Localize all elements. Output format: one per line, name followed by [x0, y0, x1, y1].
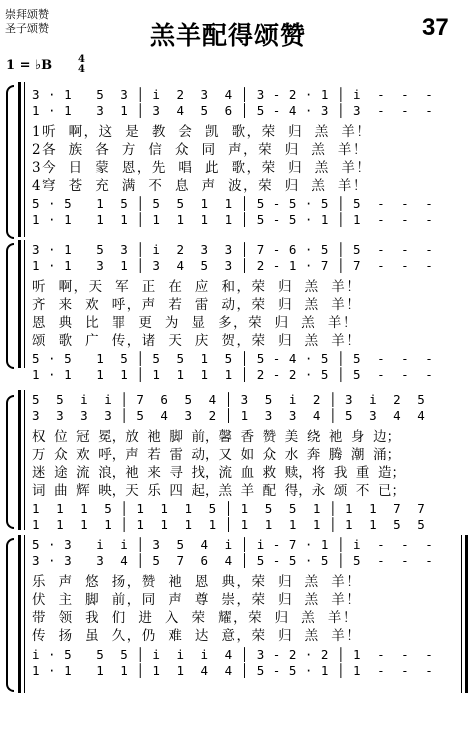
system-brace	[6, 538, 14, 692]
system-brace	[6, 243, 14, 369]
lyric-verse-2: 万 众 欢 呼，声 若 雷 动，又 如 众 水 奔 腾 潮 涌；	[32, 447, 401, 463]
system-start-bar	[18, 240, 21, 368]
lyric-verse-1: 权 位 冠 冕，放 祂 脚 前，馨 香 赞 美 绕 祂 身 边；	[32, 429, 401, 445]
system-start-bar	[18, 390, 21, 530]
final-bar-thick	[465, 535, 468, 693]
lyric-verse-2: 伏 主 脚 前，同 声 尊 崇，荣 归 羔 羊！	[32, 592, 362, 608]
system-start-thin-bar	[24, 82, 25, 237]
hymn-number: 37	[422, 14, 449, 41]
system-start-thin-bar	[24, 390, 25, 530]
soprano-line: 3 · 1 5 3 │ i 2 3 3 │ 7 - 6 · 5 │ 5 - - -	[32, 242, 442, 257]
time-signature-top: 4	[78, 54, 85, 65]
lyric-verse-1: 1听 啊，这 是 教 会 凯 歌，荣 归 羔 羊！	[32, 124, 372, 140]
collection-label-2: 圣子颂赞	[5, 22, 49, 35]
lyric-verse-1: 乐 声 悠 扬，赞 祂 恩 典，荣 归 羔 羊！	[32, 574, 362, 590]
bass-line: 1 1 1 1 │ 1 1 1 1 │ 1 1 1 1 │ 1 1 5 5	[32, 517, 434, 532]
time-signature-bottom: 4	[78, 64, 85, 75]
soprano-line: 3 · 1 5 3 │ i 2 3 4 │ 3 - 2 · 1 │ i - - -	[32, 87, 442, 102]
lyric-verse-4: 颂 歌 广 传，诸 天 庆 贺，荣 归 羔 羊！	[32, 333, 362, 349]
lyric-verse-3: 迷 途 流 浪，祂 来 寻 找，流 血 救 赎，将 我 重 造；	[32, 465, 405, 481]
soprano-line: 5 5 i i │ 7 6 5 4 │ 3 5 i 2 │ 3 i 2 5	[32, 392, 434, 407]
tenor-line: 1 1 1 5 │ 1 1 1 5 │ 1 5 5 1 │ 1 1 7 7	[32, 501, 434, 516]
system-start-thin-bar	[24, 240, 25, 368]
lyric-verse-3: 3今 日 蒙 恩，先 唱 此 歌，荣 归 羔 羊！	[32, 160, 372, 176]
tenor-line: 5 · 5 1 5 │ 5 5 1 1 │ 5 - 5 · 5 │ 5 - - -	[32, 196, 442, 211]
system-brace	[6, 395, 14, 529]
lyric-verse-4: 传 扬 虽 久，仍 难 达 意，荣 归 羔 羊！	[32, 628, 362, 644]
collection-label-1: 崇拜颂赞	[5, 8, 49, 21]
lyric-verse-2: 2各 族 各 方 信 众 同 声，荣 归 羔 羊！	[32, 142, 368, 158]
alto-line: 1 · 1 3 1 │ 3 4 5 6 │ 5 - 4 · 3 │ 3 - - -	[32, 103, 442, 118]
lyric-verse-3: 带 领 我 们 进 入 荣 耀，荣 归 羔 羊！	[32, 610, 358, 626]
alto-line: 3 · 3 3 4 │ 5 7 6 4 │ 5 - 5 · 5 │ 5 - - -	[32, 553, 442, 568]
tenor-line: i · 5 5 5 │ i i i 4 │ 3 - 2 · 2 │ 1 - - -	[32, 647, 442, 662]
alto-line: 1 · 1 3 1 │ 3 4 5 3 │ 2 - 1 · 7 │ 7 - - -	[32, 258, 442, 273]
lyric-verse-4: 4穹 苍 充 满 不 息 声 波，荣 归 羔 羊！	[32, 178, 368, 194]
alto-line: 3 3 3 3 │ 5 4 3 2 │ 1 3 3 4 │ 5 3 4 4	[32, 408, 434, 423]
tenor-line: 5 · 5 1 5 │ 5 5 1 5 │ 5 - 4 · 5 │ 5 - - -	[32, 351, 442, 366]
final-bar-thin	[461, 535, 462, 693]
bass-line: 1 · 1 1 1 │ 1 1 4 4 │ 5 - 5 · 1 │ 1 - - -	[32, 663, 442, 678]
lyric-verse-2: 齐 来 欢 呼，声 若 雷 动，荣 归 羔 羊！	[32, 297, 362, 313]
hymn-title: 羔羊配得颂赞	[150, 21, 307, 50]
lyric-verse-4: 词 曲 辉 映，天 乐 四 起，羔 羊 配 得，永 颂 不 已；	[32, 483, 405, 499]
system-start-thin-bar	[24, 535, 25, 693]
time-signature	[78, 55, 85, 75]
system-brace	[6, 85, 14, 239]
system-start-bar	[18, 535, 21, 693]
system-start-bar	[18, 82, 21, 237]
bass-line: 1 · 1 1 1 │ 1 1 1 1 │ 5 - 5 · 1 │ 1 - - -	[32, 212, 442, 227]
lyric-verse-1: 听 啊，天 军 正 在 应 和，荣 归 羔 羊！	[32, 279, 362, 295]
bass-line: 1 · 1 1 1 │ 1 1 1 1 │ 2 - 2 · 5 │ 5 - - -	[32, 367, 442, 382]
soprano-line: 5 · 3 i i │ 3 5 4 i │ i - 7 · 1 │ i - - -	[32, 537, 442, 552]
key-signature: 1 = ♭B	[6, 58, 53, 73]
lyric-verse-3: 恩 典 比 罪 更 为 显 多，荣 归 羔 羊！	[32, 315, 358, 331]
